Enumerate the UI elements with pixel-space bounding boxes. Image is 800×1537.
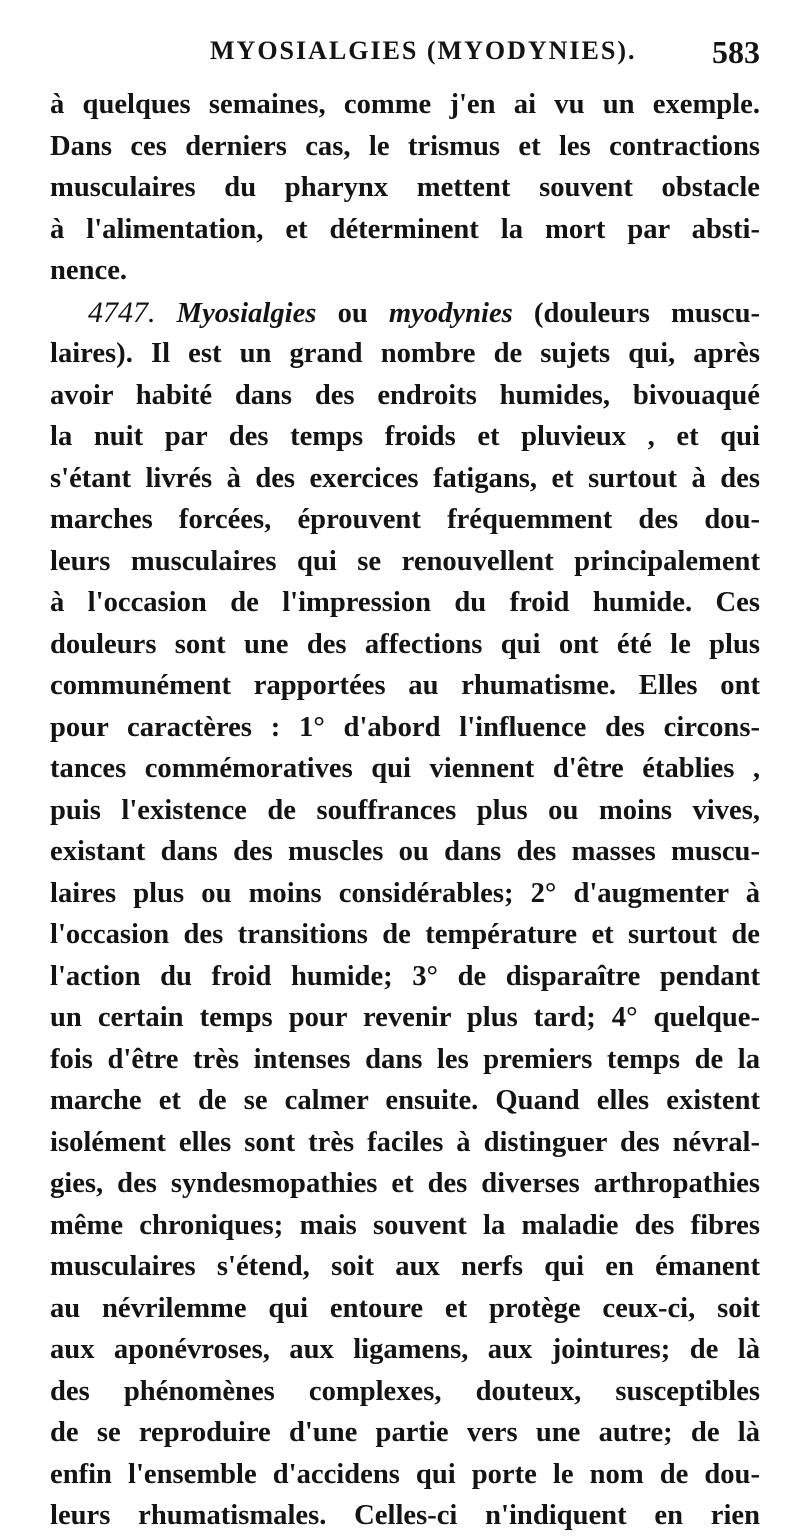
text-line: leurs musculaires qui se renouvellent principalement: [50, 545, 760, 577]
text-line: marche et de se calmer ensuite. Quand elles existent: [50, 1085, 760, 1116]
text-line: un certain temps pour revenir plus tard; 4° quelque-: [50, 1002, 760, 1033]
running-title: MYOSIALGIES (MYODYNIES).: [210, 36, 637, 65]
text-line: douleurs sont une des affections qui ont été le plus: [50, 628, 760, 660]
text-line: des phénomènes complexes, douteux, susceptibles: [50, 1375, 760, 1407]
text-line: avoir habité dans des endroits humides, bivouaqué: [50, 379, 760, 411]
text-line: la nuit par des temps froids et pluvieux , et qui: [50, 421, 760, 452]
paragraph-first-line: [50, 292, 760, 334]
text-line: existant dans des muscles ou dans des masses muscu-: [50, 836, 760, 867]
paragraph-first-line-rest: (douleurs muscu-: [512, 297, 761, 329]
text-line: musculaires s'étend, soit aux nerfs qui en émanent: [50, 1251, 760, 1282]
body-text: [50, 84, 760, 1537]
paragraph-title-sep: ou: [316, 297, 389, 329]
text-line: l'action du froid humide; 3° de disparaître pendant: [50, 960, 760, 992]
paragraph-title: Myosialgies: [176, 297, 317, 329]
text-line: musculaires du pharynx mettent souvent obstacle: [50, 172, 760, 203]
text-line: de se reproduire d'une partie vers une autre; de là: [50, 1417, 760, 1448]
paragraph-title-alt: myodynies: [388, 297, 513, 329]
text-line: isolément elles sont très faciles à distinguer des névral-: [50, 1126, 760, 1158]
text-line: tances commémoratives qui viennent d'être établies ,: [50, 753, 760, 784]
page-number: 583: [712, 34, 760, 70]
running-head: [50, 36, 760, 76]
text-line: communément rapportées au rhumatisme. Elles ont: [50, 670, 760, 701]
text-line: même chroniques; mais souvent la maladie des fibres: [50, 1209, 760, 1241]
text-line: à l'alimentation, et déterminent la mort par absti-: [50, 213, 760, 245]
text-line: fois d'être très intenses dans les premiers temps de la: [50, 1043, 760, 1075]
text-line: nence.: [50, 255, 128, 286]
text-line: laires). Il est un grand nombre de sujets qui, après: [50, 338, 760, 369]
text-line: marches forcées, éprouvent fréquemment des dou-: [50, 504, 760, 535]
text-line: enfin l'ensemble d'accidens qui porte le nom de dou-: [50, 1458, 760, 1490]
text-line: à quelques semaines, comme j'en ai vu un exemple.: [50, 89, 760, 120]
text-line: puis l'existence de souffrances plus ou moins vives,: [50, 794, 760, 826]
text-line: aux aponévroses, aux ligamens, aux jointures; de là: [50, 1334, 760, 1365]
text-line: gies, des syndesmopathies et des diverses arthropathies: [50, 1168, 760, 1199]
text-line: Dans ces derniers cas, le trismus et les contractions: [50, 130, 760, 162]
text-line: au névrilemme qui entoure et protège ceux-ci, soit: [50, 1292, 760, 1324]
paragraph-number: 4747.: [88, 295, 156, 329]
text-line: l'occasion des transitions de température et surtout de: [50, 919, 760, 950]
text-line: leurs rhumatismales. Celles-ci n'indiquent en rien: [50, 1500, 760, 1531]
text-line: à l'occasion de l'impression du froid humide. Ces: [50, 587, 760, 618]
text-line: pour caractères : 1° d'abord l'influence des circons-: [50, 711, 760, 743]
text-line: laires plus ou moins considérables; 2° d'augmenter à: [50, 877, 760, 909]
text-line: s'étant livrés à des exercices fatigans, et surtout à des: [50, 462, 760, 494]
